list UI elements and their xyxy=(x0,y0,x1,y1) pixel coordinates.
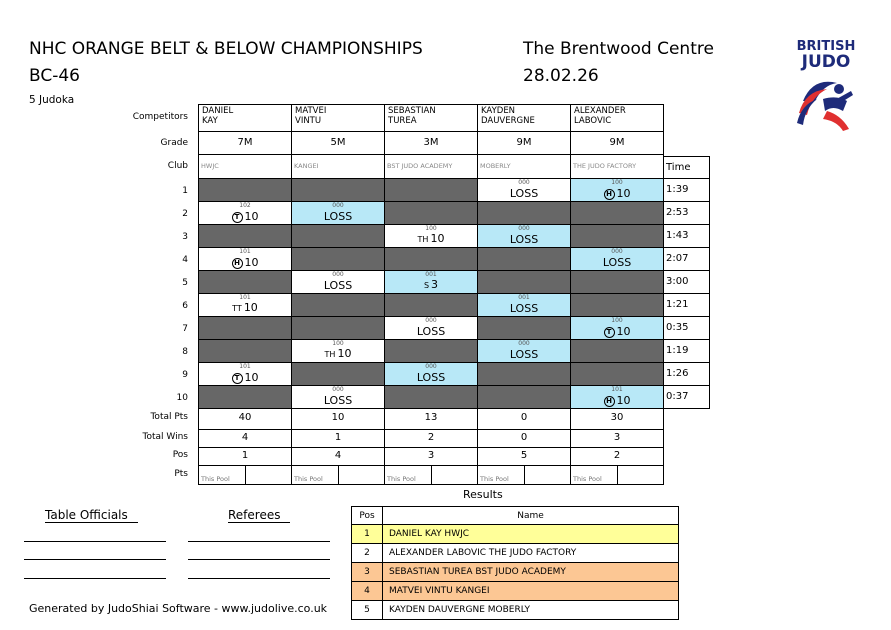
grade-cell: 9M xyxy=(570,131,664,155)
competitor-first-name: ALEXANDER xyxy=(574,106,626,116)
result-value: 10 xyxy=(244,371,259,384)
win-type-icon: T xyxy=(604,327,615,338)
result-value: LOSS xyxy=(323,210,353,223)
match-result xyxy=(199,256,291,269)
win-type-icon: S xyxy=(423,281,430,290)
total-pts-label: Total Pts xyxy=(150,412,188,422)
total-wins-cell: 3 xyxy=(570,429,664,448)
match-cell xyxy=(384,224,478,248)
referees-heading: Referees xyxy=(228,508,290,523)
results-pos-header: Pos xyxy=(351,506,383,525)
results-name-cell: KAYDEN DAUVERGNE MOBERLY xyxy=(382,600,679,620)
match-cell xyxy=(570,224,664,248)
club-cell: MOBERLY xyxy=(477,154,571,179)
match-cell xyxy=(477,247,571,271)
results-name-cell: DANIEL KAY HWJC xyxy=(382,524,679,544)
this-pool-label: This Pool xyxy=(201,475,230,483)
match-cell xyxy=(198,247,292,271)
match-number: 8 xyxy=(182,347,188,357)
match-score: 100 xyxy=(611,179,623,186)
match-result xyxy=(292,394,384,407)
pool-pts-divider xyxy=(338,466,339,484)
pos-cell: 5 xyxy=(477,447,571,466)
grade-cell: 3M xyxy=(384,131,478,155)
total-wins-cell: 0 xyxy=(477,429,571,448)
result-value: 10 xyxy=(616,187,631,200)
match-result xyxy=(571,256,663,269)
match-cell xyxy=(477,385,571,409)
match-result xyxy=(292,347,384,361)
logo-text-judo: JUDO xyxy=(801,52,851,72)
grade-cell: 7M xyxy=(198,131,292,155)
match-cell xyxy=(477,293,571,317)
match-score: 001 xyxy=(425,271,437,278)
results-name-cell: SEBASTIAN TUREA BST JUDO ACADEMY xyxy=(382,562,679,582)
win-type-icon: TH xyxy=(417,235,429,244)
match-time: 2:53 xyxy=(663,201,710,225)
match-score: 100 xyxy=(425,225,437,232)
competitor-first-name: DANIEL xyxy=(202,106,234,116)
match-score: 000 xyxy=(518,225,530,232)
match-cell xyxy=(570,247,664,271)
match-time: 1:26 xyxy=(663,362,710,386)
match-result xyxy=(478,187,570,200)
match-cell xyxy=(570,293,664,317)
this-pool-label: This Pool xyxy=(294,475,323,483)
total-wins-cell: 4 xyxy=(198,429,292,448)
match-cell xyxy=(384,270,478,294)
signature-line xyxy=(24,578,166,579)
total-pts-cell: 13 xyxy=(384,406,478,430)
match-result xyxy=(478,302,570,315)
match-result xyxy=(385,278,477,292)
win-type-icon: T xyxy=(232,373,243,384)
match-cell xyxy=(291,362,385,386)
result-value: 10 xyxy=(616,325,631,338)
match-result xyxy=(385,325,477,338)
results-name-header: Name xyxy=(382,506,679,525)
match-number: 10 xyxy=(176,393,188,403)
competitor-name-cell xyxy=(477,104,571,132)
signature-line xyxy=(24,541,166,542)
pool-pts-divider xyxy=(245,466,246,484)
total-pts-cell: 0 xyxy=(477,406,571,430)
pos-cell: 3 xyxy=(384,447,478,466)
results-pos-cell: 2 xyxy=(351,543,383,563)
results-name-cell: ALEXANDER LABOVIC THE JUDO FACTORY xyxy=(382,543,679,563)
match-number: 1 xyxy=(182,186,188,196)
total-pts-cell: 10 xyxy=(291,406,385,430)
win-type-icon: TT xyxy=(232,304,242,313)
match-cell xyxy=(384,293,478,317)
match-cell xyxy=(384,178,478,202)
match-cell xyxy=(570,385,664,409)
competitor-last-name: VINTU xyxy=(295,116,322,126)
this-pool-label: This Pool xyxy=(480,475,509,483)
match-score: 100 xyxy=(332,340,344,347)
competitor-first-name: MATVEI xyxy=(295,106,327,116)
match-result xyxy=(385,232,477,246)
total-wins-label: Total Wins xyxy=(142,432,188,442)
match-result xyxy=(571,325,663,338)
match-score: 000 xyxy=(332,271,344,278)
result-value: LOSS xyxy=(323,394,353,407)
match-score: 001 xyxy=(518,294,530,301)
club-cell: HWJC xyxy=(198,154,292,179)
pos-label: Pos xyxy=(172,450,188,460)
win-type-icon: H xyxy=(604,189,615,200)
match-cell xyxy=(570,201,664,225)
match-cell xyxy=(291,339,385,363)
result-value: LOSS xyxy=(416,371,446,384)
match-cell xyxy=(198,385,292,409)
match-time: 0:37 xyxy=(663,385,710,409)
match-cell xyxy=(477,270,571,294)
match-cell xyxy=(198,270,292,294)
match-score: 102 xyxy=(239,202,251,209)
match-cell xyxy=(477,362,571,386)
result-value: LOSS xyxy=(602,256,632,269)
result-value: 3 xyxy=(431,278,439,291)
match-number: 6 xyxy=(182,301,188,311)
match-score: 000 xyxy=(518,340,530,347)
pos-cell: 4 xyxy=(291,447,385,466)
competitor-name-cell xyxy=(291,104,385,132)
match-number: 2 xyxy=(182,209,188,219)
competitor-name-cell xyxy=(198,104,292,132)
competitor-last-name: TUREA xyxy=(388,116,417,126)
competitor-last-name: DAUVERGNE xyxy=(481,116,535,126)
pool-pts-cell xyxy=(384,465,478,485)
match-number: 9 xyxy=(182,370,188,380)
match-result xyxy=(478,348,570,361)
match-score: 000 xyxy=(611,248,623,255)
match-time: 0:35 xyxy=(663,316,710,340)
competitor-last-name: KAY xyxy=(202,116,218,126)
match-cell xyxy=(291,247,385,271)
match-time: 1:19 xyxy=(663,339,710,363)
match-cell xyxy=(570,178,664,202)
match-cell xyxy=(198,339,292,363)
result-value: 10 xyxy=(243,301,258,314)
competitor-last-name: LABOVIC xyxy=(574,116,612,126)
match-result xyxy=(199,210,291,223)
match-time: 2:07 xyxy=(663,247,710,271)
match-time: 1:21 xyxy=(663,293,710,317)
judoka-count: 5 Judoka xyxy=(29,94,75,106)
match-score: 000 xyxy=(332,202,344,209)
match-cell xyxy=(198,316,292,340)
signature-line xyxy=(24,559,166,560)
result-value: LOSS xyxy=(509,233,539,246)
time-header: Time xyxy=(663,156,710,179)
result-value: LOSS xyxy=(509,187,539,200)
judo-throw-emblem-icon xyxy=(793,71,859,135)
total-pts-cell: 40 xyxy=(198,406,292,430)
match-number: 7 xyxy=(182,324,188,334)
match-cell xyxy=(477,316,571,340)
match-result xyxy=(292,279,384,292)
pts-label: Pts xyxy=(174,469,188,479)
match-score: 000 xyxy=(518,179,530,186)
match-cell xyxy=(384,247,478,271)
results-title: Results xyxy=(463,488,503,501)
result-value: LOSS xyxy=(416,325,446,338)
british-judo-logo xyxy=(793,40,859,148)
match-time: 1:39 xyxy=(663,178,710,202)
match-cell xyxy=(291,224,385,248)
footer-credit: Generated by JudoShiai Software - www.judolive.co.uk xyxy=(29,602,328,615)
signature-line xyxy=(188,559,330,560)
pool-pts-divider xyxy=(524,466,525,484)
match-cell xyxy=(384,385,478,409)
results-name-cell: MATVEI VINTU KANGEI xyxy=(382,581,679,601)
match-cell xyxy=(384,201,478,225)
match-number: 5 xyxy=(182,278,188,288)
competitor-first-name: SEBASTIAN xyxy=(388,106,436,116)
category-code: BC-46 xyxy=(29,66,80,86)
table-officials-heading: Table Officials xyxy=(45,508,138,523)
pool-pts-cell xyxy=(477,465,571,485)
page-title: NHC ORANGE BELT & BELOW CHAMPIONSHIPS xyxy=(29,39,423,59)
win-type-icon: H xyxy=(604,396,615,407)
result-value: LOSS xyxy=(323,279,353,292)
results-pos-cell: 3 xyxy=(351,562,383,582)
match-score: 000 xyxy=(425,317,437,324)
match-result xyxy=(571,394,663,407)
match-score: 101 xyxy=(611,386,623,393)
match-number: 3 xyxy=(182,232,188,242)
match-cell xyxy=(477,339,571,363)
match-cell xyxy=(384,362,478,386)
match-cell xyxy=(198,293,292,317)
result-value: 10 xyxy=(337,347,352,360)
signature-line xyxy=(188,541,330,542)
win-type-icon: H xyxy=(232,258,243,269)
match-result xyxy=(385,371,477,384)
venue: The Brentwood Centre xyxy=(523,39,714,59)
match-cell xyxy=(384,316,478,340)
result-value: 10 xyxy=(244,256,259,269)
match-score: 101 xyxy=(239,294,251,301)
match-cell xyxy=(570,362,664,386)
pos-cell: 2 xyxy=(570,447,664,466)
match-time: 3:00 xyxy=(663,270,710,294)
match-cell xyxy=(198,178,292,202)
total-pts-cell: 30 xyxy=(570,406,664,430)
match-cell xyxy=(291,178,385,202)
match-cell xyxy=(477,178,571,202)
match-score: 101 xyxy=(239,363,251,370)
competitor-name-cell xyxy=(570,104,664,132)
match-cell xyxy=(570,270,664,294)
match-cell xyxy=(198,201,292,225)
pool-pts-divider xyxy=(431,466,432,484)
grade-label: Grade xyxy=(160,138,188,148)
match-time: 1:43 xyxy=(663,224,710,248)
logo-text-british: BRITISH xyxy=(796,39,856,54)
grade-cell: 9M xyxy=(477,131,571,155)
pool-pts-cell xyxy=(570,465,664,485)
match-cell xyxy=(291,385,385,409)
club-cell: KANGEI xyxy=(291,154,385,179)
results-pos-cell: 5 xyxy=(351,600,383,620)
this-pool-label: This Pool xyxy=(573,475,602,483)
match-cell xyxy=(570,339,664,363)
competitor-name-cell xyxy=(384,104,478,132)
win-type-icon: T xyxy=(232,212,243,223)
match-cell xyxy=(198,362,292,386)
match-score: 101 xyxy=(239,248,251,255)
signature-line xyxy=(188,578,330,579)
result-value: 10 xyxy=(616,394,631,407)
pos-cell: 1 xyxy=(198,447,292,466)
event-date: 28.02.26 xyxy=(523,66,599,86)
grade-cell: 5M xyxy=(291,131,385,155)
club-cell: BST JUDO ACADEMY xyxy=(384,154,478,179)
result-value: LOSS xyxy=(509,302,539,315)
match-score: 000 xyxy=(332,386,344,393)
total-wins-cell: 2 xyxy=(384,429,478,448)
match-result xyxy=(571,187,663,200)
match-cell xyxy=(291,201,385,225)
match-cell xyxy=(477,224,571,248)
results-pos-cell: 4 xyxy=(351,581,383,601)
this-pool-label: This Pool xyxy=(387,475,416,483)
pool-pts-divider xyxy=(617,466,618,484)
match-cell xyxy=(291,293,385,317)
match-result xyxy=(199,301,291,315)
match-cell xyxy=(384,339,478,363)
total-wins-cell: 1 xyxy=(291,429,385,448)
match-result xyxy=(292,210,384,223)
match-result xyxy=(199,371,291,384)
match-cell xyxy=(198,224,292,248)
result-value: LOSS xyxy=(509,348,539,361)
results-pos-cell: 1 xyxy=(351,524,383,544)
match-number: 4 xyxy=(182,255,188,265)
competitors-label: Competitors xyxy=(132,112,188,122)
pool-pts-cell xyxy=(198,465,292,485)
match-score: 100 xyxy=(611,317,623,324)
win-type-icon: TH xyxy=(324,350,336,359)
pool-pts-cell xyxy=(291,465,385,485)
competitor-first-name: KAYDEN xyxy=(481,106,516,116)
match-result xyxy=(478,233,570,246)
match-score: 000 xyxy=(425,363,437,370)
match-cell xyxy=(477,201,571,225)
result-value: 10 xyxy=(430,232,445,245)
match-cell xyxy=(291,270,385,294)
match-cell xyxy=(570,316,664,340)
club-label: Club xyxy=(167,161,188,171)
result-value: 10 xyxy=(244,210,259,223)
club-cell: THE JUDO FACTORY xyxy=(570,154,664,179)
match-cell xyxy=(291,316,385,340)
